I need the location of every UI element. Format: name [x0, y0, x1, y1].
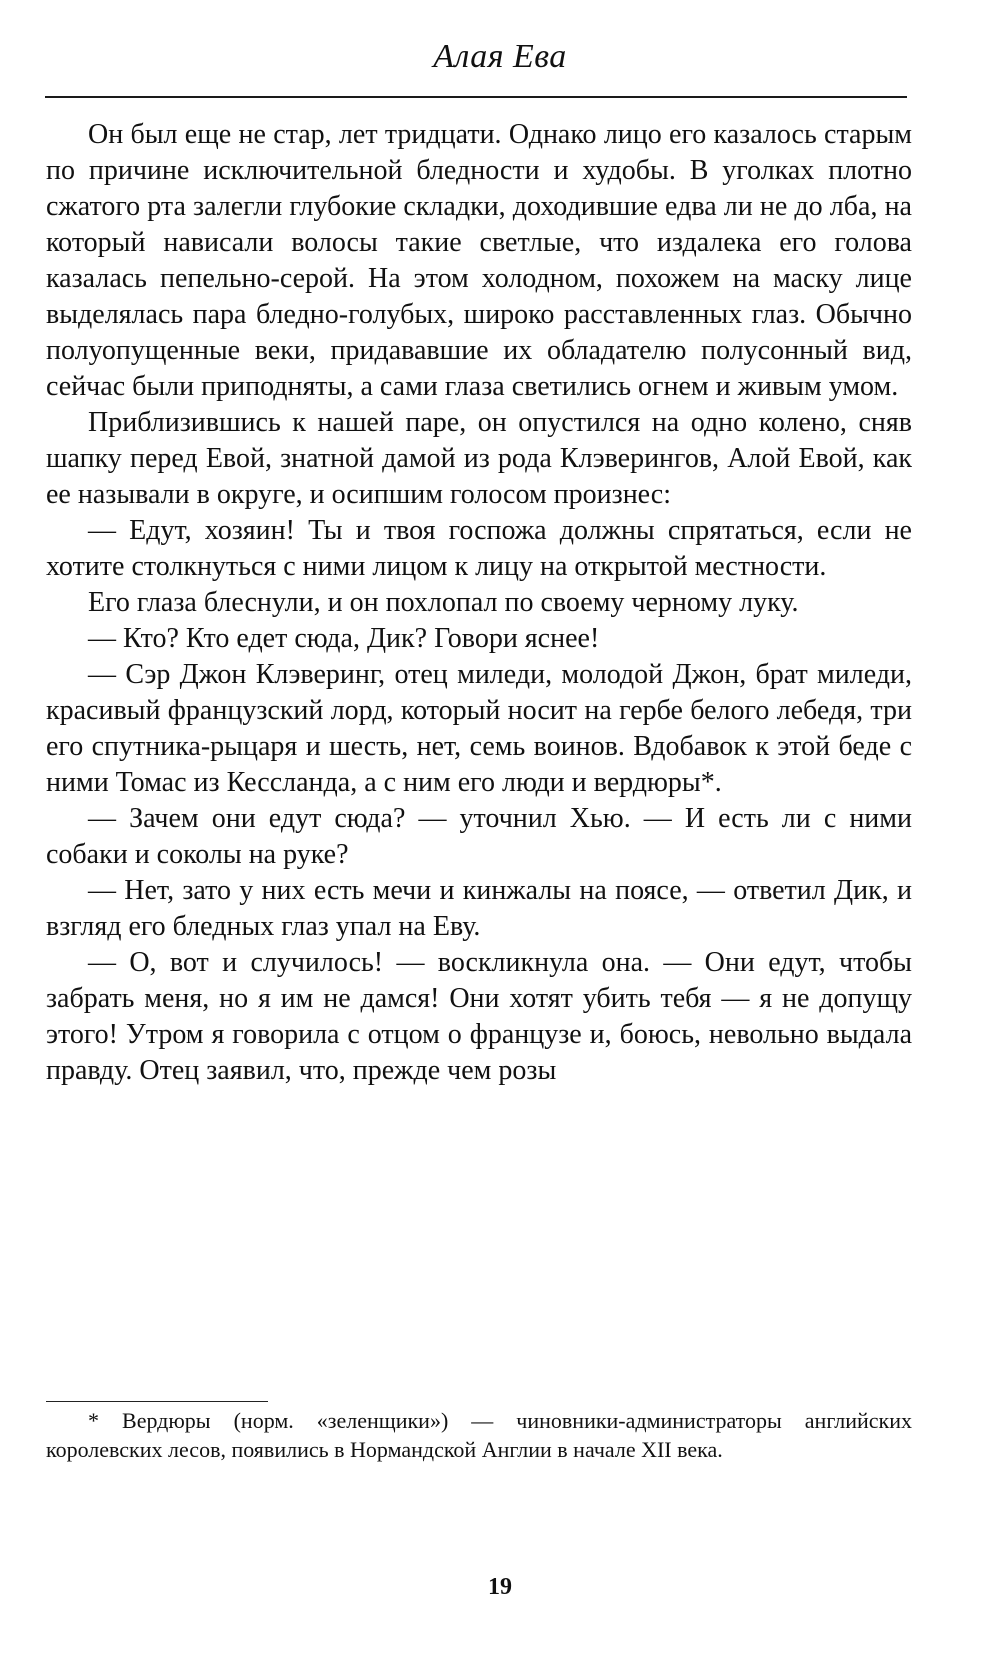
paragraph: — О, вот и случилось! — воскликнула она. — Они едут, чтобы забрать меня, но я им не дамся! Они хотят убить тебя — я не допущу этого! Утром я говорила с отцом о французе и, боюсь, невольно выдала правду. Отец заявил, что, прежде чем розы — [46, 947, 912, 1086]
body-text — [46, 117, 912, 1089]
paragraph: Приблизившись к нашей паре, он опустился на одно колено, сняв шапку перед Евой, знатной дамой из рода Клэверингов, Алой Евой, как ее называли в округе, и осипшим голосом произнес: — [46, 407, 912, 510]
paragraph: Он был еще не стар, лет тридцати. Однако лицо его казалось старым по причине исключительной бледности и худобы. В уголках плотно сжатого рта залегли глубокие складки, доходившие едва ли не до лба, на который нависали волосы такие светлые, что издалека его голова казалась пепельно-серой. На этом холодном, похожем на маску лице выделялась пара бледно-голубых, широко расставленных глаз. Обычно полуопущенные веки, придававшие их обладателю полусонный вид, сейчас были приподняты, а сами глаза светились огнем и живым умом. — [46, 119, 912, 402]
paragraph: — Зачем они едут сюда? — уточнил Хью. — И есть ли с ними собаки и соколы на руке? — [46, 803, 912, 870]
page-number: 19 — [488, 1574, 512, 1600]
paragraph: — Кто? Кто едет сюда, Дик? Говори яснее! — [88, 623, 600, 654]
paragraph: — Нет, зато у них есть мечи и кинжалы на поясе, — ответил Дик, и взгляд его бледных глаз упал на Еву. — [46, 875, 912, 942]
header-rule — [45, 96, 907, 98]
paragraph: Его глаза блеснули, и он похлопал по своему черному луку. — [88, 587, 799, 618]
footnote-rule — [46, 1401, 268, 1402]
paragraph: — Едут, хозяин! Ты и твоя госпожа должны спрятаться, если не хотите столкнуться с ними лицом к лицу на открытой местности. — [46, 515, 912, 582]
paragraph: — Сэр Джон Клэверинг, отец миледи, молодой Джон, брат миледи, красивый французский лорд, который носит на гербе белого лебедя, три его спутника-рыцаря и шесть, нет, семь воинов. Вдобавок к этой беде с ними Томас из Кессланда, а с ним его люди и вердюры*. — [46, 659, 912, 798]
footnote — [46, 1406, 912, 1464]
running-title: Алая Ева — [433, 38, 567, 75]
footnote-text: * Вердюры (норм. «зеленщики») — чиновники-администраторы английских королевских лесов, появились в Нормандской Англии в начале XII века. — [46, 1408, 912, 1462]
